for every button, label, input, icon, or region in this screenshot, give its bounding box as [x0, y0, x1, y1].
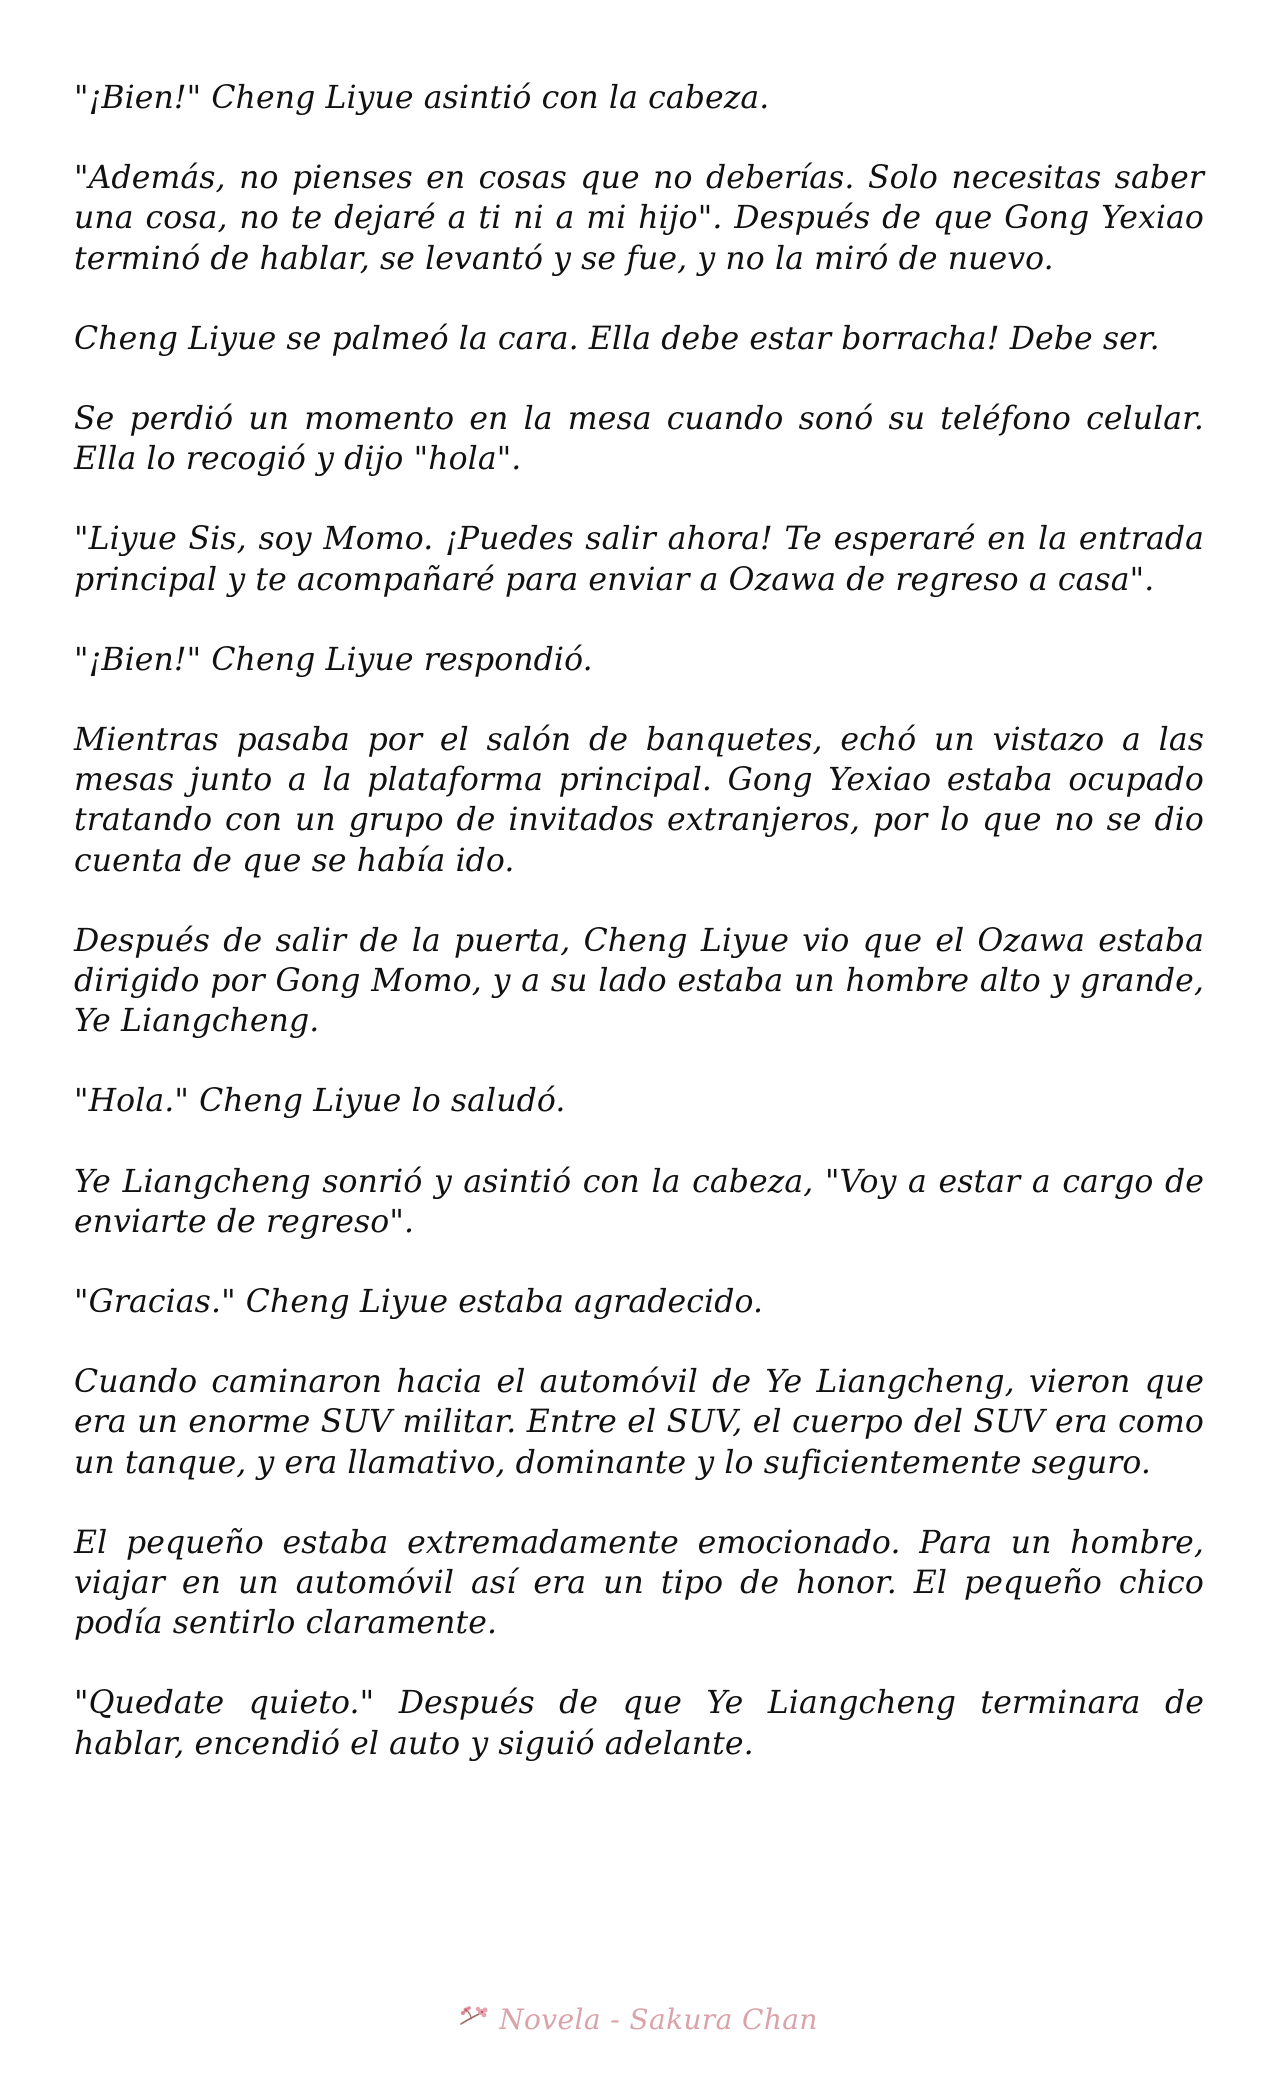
- paragraph: "¡Bien!" Cheng Liyue asintió con la cabeza.: [74, 80, 770, 116]
- watermark-text: Novela - Sakura Chan: [499, 2002, 818, 2036]
- watermark: [457, 2002, 818, 2036]
- paragraph: "Gracias." Cheng Liyue estaba agradecido.: [74, 1284, 764, 1321]
- paragraph: "Además, no pienses en cosas que no deberías. Solo necesitas saber una cosa, no te dejaré a ti ni a mi hijo". Después de que Gong Yexiao terminó de hablar, se levantó y se fue, y no la miró de nuevo.: [74, 160, 1204, 277]
- paragraph: Cuando caminaron hacia el automóvil de Ye Liangcheng, vieron que era un enorme SUV militar. Entre el SUV, el cuerpo del SUV era como un tanque, y era llamativo, dominante y lo suficientemente seguro.: [74, 1364, 1204, 1481]
- paragraph: Se perdió un momento en la mesa cuando sonó su teléfono celular. Ella lo recogió y dijo "hola".: [74, 401, 1204, 478]
- footer: [0, 1996, 1275, 2042]
- paragraph: Mientras pasaba por el salón de banquetes, echó un vistazo a las mesas junto a la plataforma principal. Gong Yexiao estaba ocupado tratando con un grupo de invitados extranjeros, por lo que no se dio cuenta de que se había ido.: [74, 722, 1204, 879]
- paragraph: Después de salir de la puerta, Cheng Liyue vio que el Ozawa estaba dirigido por Gong Momo, y a su lado estaba un hombre alto y grande, Ye Liangcheng.: [74, 922, 1204, 1040]
- paragraph: Cheng Liyue se palmeó la cara. Ella debe estar borracha! Debe ser.: [74, 320, 1160, 357]
- cherry-blossom-icon: [457, 2002, 491, 2036]
- document-body: [74, 78, 1204, 1804]
- paragraph: "Quedate quieto." Después de que Ye Liangcheng terminara de hablar, encendió el auto y siguió adelante.: [74, 1685, 1204, 1762]
- paragraph: Ye Liangcheng sonrió y asintió con la cabeza, "Voy a estar a cargo de enviarte de regreso".: [74, 1163, 1204, 1240]
- paragraph: "Hola." Cheng Liyue lo saludó.: [74, 1083, 566, 1120]
- paragraph: El pequeño estaba extremadamente emocionado. Para un hombre, viajar en un automóvil así era un tipo de honor. El pequeño chico podía sentirlo claramente.: [74, 1524, 1204, 1642]
- paragraph: "¡Bien!" Cheng Liyue respondió.: [74, 641, 593, 678]
- paragraph: "Liyue Sis, soy Momo. ¡Puedes salir ahora! Te esperaré en la entrada principal y te acompañaré para enviar a Ozawa de regreso a casa".: [74, 521, 1204, 598]
